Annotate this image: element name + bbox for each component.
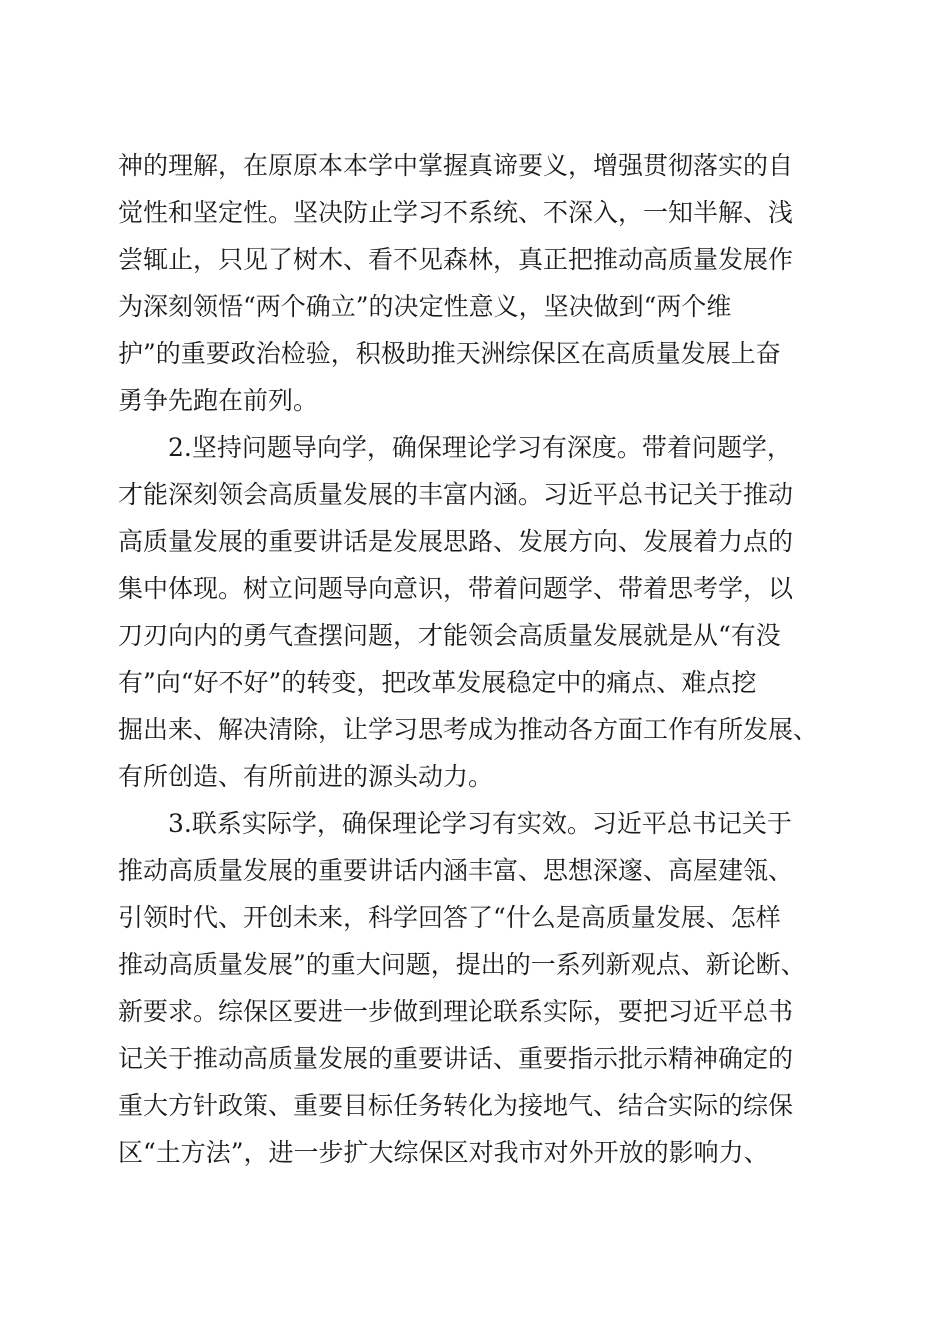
text-line: 记关于推动高质量发展的重要讲话、重要指示批示精神确定的: [118, 1044, 794, 1073]
paragraph-2-heading-line: 2.坚持问题导向学，确保理论学习有深度。带着问题学，: [168, 433, 792, 462]
text-line: 引领时代、开创未来，科学回答了“什么是高质量发展、怎样: [118, 903, 781, 932]
text-line: 掘出来、解决清除，让学习思考成为推动各方面工作有所发展、: [118, 715, 819, 744]
text-line: 推动高质量发展的重要讲话内涵丰富、思想深邃、高屋建瓴、: [118, 856, 794, 885]
text-line: 刀刃向内的勇气查摆问题，才能领会高质量发展就是从“有没: [118, 621, 781, 650]
body-text: [118, 142, 858, 1176]
text-line: 尝辄止，只见了树木、看不见森林，真正把推动高质量发展作: [118, 245, 794, 274]
text-line: 高质量发展的重要讲话是发展思路、发展方向、发展着力点的: [118, 527, 794, 556]
text-line: 有所创造、有所前进的源头动力。: [118, 762, 494, 791]
text-line: 神的理解，在原原本本学中掌握真谛要义，增强贯彻落实的自: [118, 151, 794, 180]
text-line: 为深刻领悟“两个确立”的决定性意义，坚决做到“两个维: [118, 292, 732, 321]
text-line: 勇争先跑在前列。: [118, 386, 319, 415]
text-line: 重大方针政策、重要目标任务转化为接地气、结合实际的综保: [118, 1091, 794, 1120]
text-line: 觉性和坚定性。坚决防止学习不系统、不深入，一知半解、浅: [118, 198, 794, 227]
text-line: 新要求。综保区要进一步做到理论联系实际，要把习近平总书: [118, 997, 794, 1026]
text-line: 集中体现。树立问题导向意识，带着问题学、带着思考学，以: [118, 574, 794, 603]
paragraph-3-heading-line: 3.联系实际学，确保理论学习有实效。习近平总书记关于: [168, 809, 792, 838]
text-line: 护”的重要政治检验，积极助推天洲综保区在高质量发展上奋: [118, 339, 781, 368]
text-line: 有”向“好不好”的转变，把改革发展稳定中的痛点、难点挖: [118, 668, 757, 697]
text-line: 才能深刻领会高质量发展的丰富内涵。习近平总书记关于推动: [118, 480, 794, 509]
text-line: 推动高质量发展”的重大问题，提出的一系列新观点、新论断、: [118, 950, 806, 979]
text-line: 区“土方法”，进一步扩大综保区对我市对外开放的影响力、: [118, 1138, 769, 1167]
